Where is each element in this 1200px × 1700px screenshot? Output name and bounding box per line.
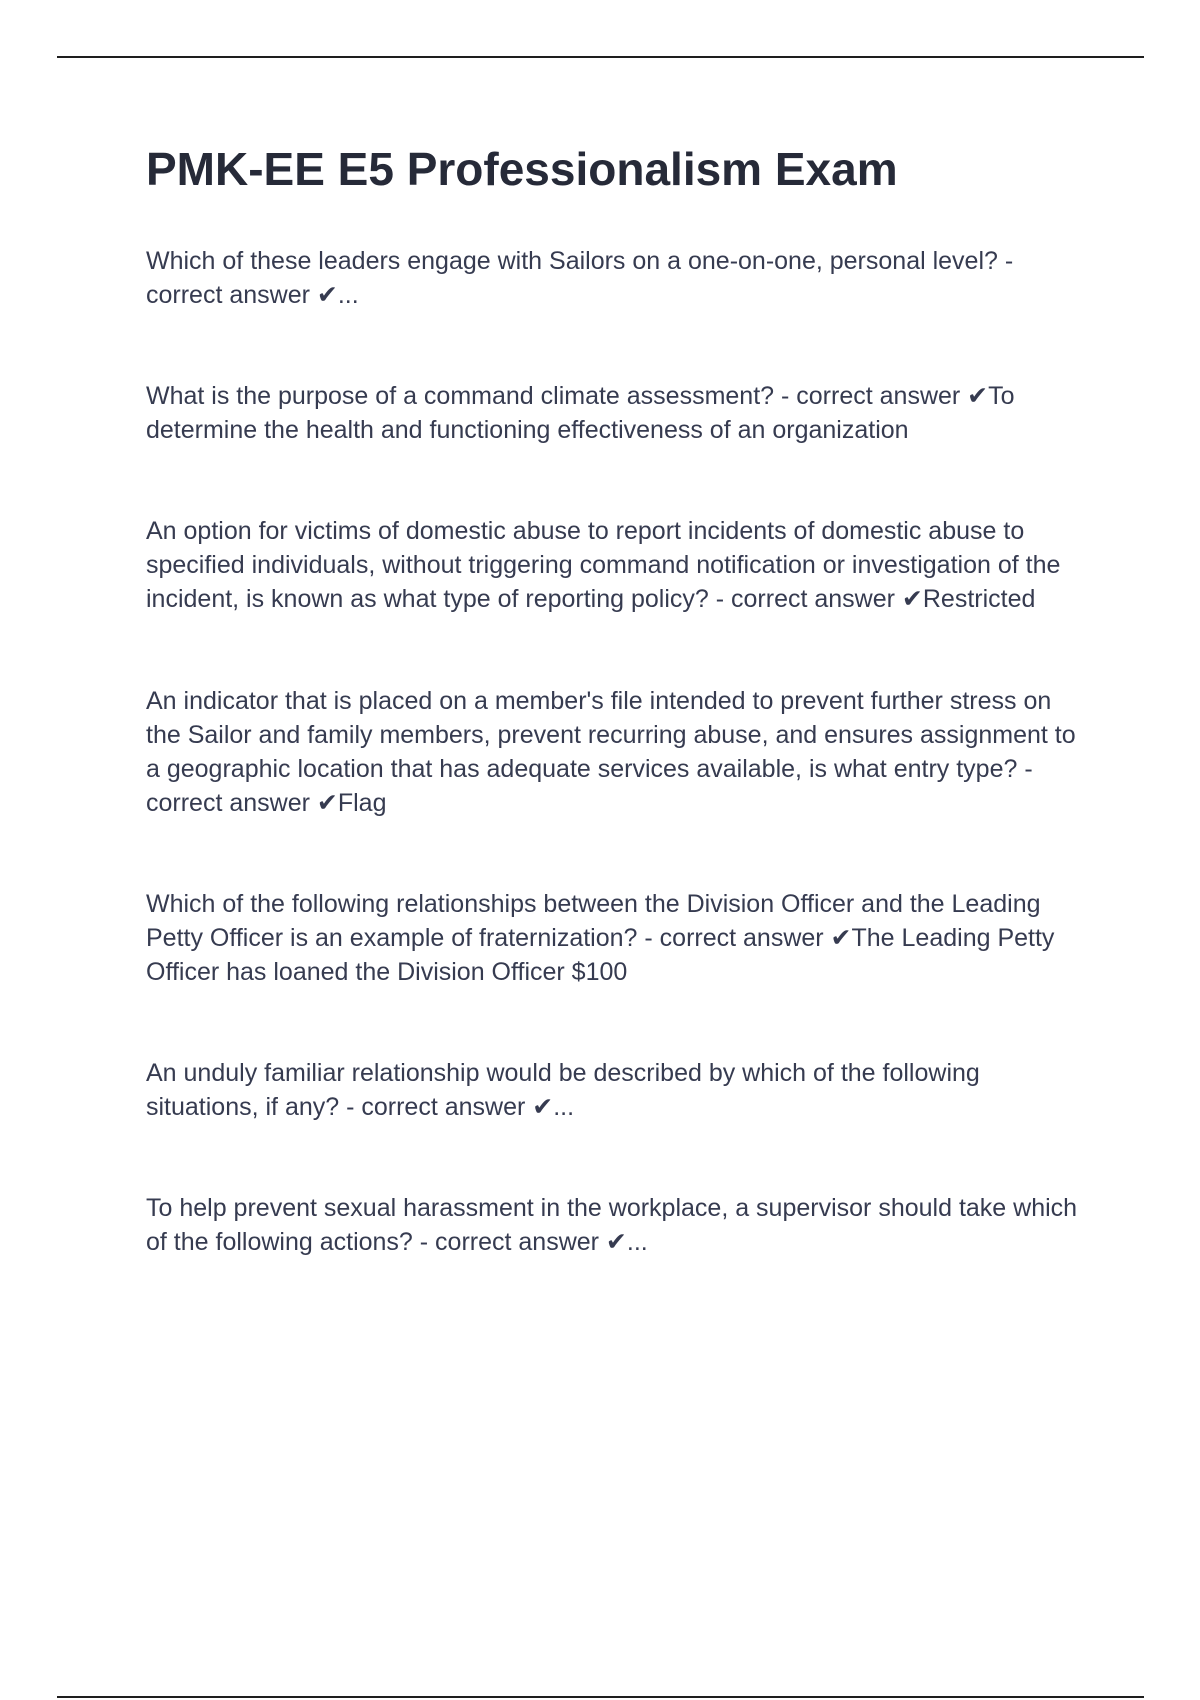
question-item bbox=[146, 379, 1091, 447]
question-item bbox=[146, 887, 1091, 989]
question-text: An indicator that is placed on a member's file intended to prevent further stress on the Sailor and family members, prevent recurring abuse, and ensures assignment to a geographic location that has adequate services available, is what entry type? - correct answer ✔ bbox=[146, 687, 1076, 817]
answer-text: ... bbox=[626, 1228, 648, 1256]
question-text: Which of these leaders engage with Sailors on a one-on-one, personal level? - correct answer ✔ bbox=[146, 247, 1014, 309]
question-item bbox=[146, 1056, 1091, 1124]
question-text: What is the purpose of a command climate assessment? - correct answer ✔ bbox=[146, 382, 989, 410]
question-item bbox=[146, 514, 1091, 616]
question-item bbox=[146, 684, 1091, 820]
question-text: Which of the following relationships between the Division Officer and the Leading Petty Officer is an example of fraternization? - correct answer ✔ bbox=[146, 890, 1041, 952]
question-text: An unduly familiar relationship would be described by which of the following situations, if any? - correct answer ✔ bbox=[146, 1059, 980, 1121]
answer-text: ... bbox=[337, 281, 359, 309]
question-item bbox=[146, 244, 1091, 312]
top-divider bbox=[57, 56, 1144, 58]
answer-text: ... bbox=[553, 1093, 575, 1121]
question-item bbox=[146, 1191, 1091, 1259]
answer-text: Flag bbox=[337, 789, 387, 817]
answer-text: To determine the health and functioning effectiveness of an organization bbox=[146, 382, 1015, 444]
question-text: To help prevent sexual harassment in the workplace, a supervisor should take which of the following actions? - correct answer ✔ bbox=[146, 1194, 1078, 1256]
question-text: An option for victims of domestic abuse to report incidents of domestic abuse to specified individuals, without triggering command notification or investigation of the incident, is known as what type of reporting policy? - correct answer ✔ bbox=[146, 517, 1061, 613]
document-body bbox=[146, 140, 1091, 1326]
bottom-divider bbox=[57, 1696, 1144, 1698]
answer-text: The Leading Petty Officer has loaned the Division Officer $100 bbox=[146, 924, 1055, 986]
document-title: PMK-EE E5 Professionalism Exam bbox=[146, 143, 898, 195]
question-list bbox=[146, 244, 1091, 1259]
answer-text: Restricted bbox=[922, 585, 1036, 613]
